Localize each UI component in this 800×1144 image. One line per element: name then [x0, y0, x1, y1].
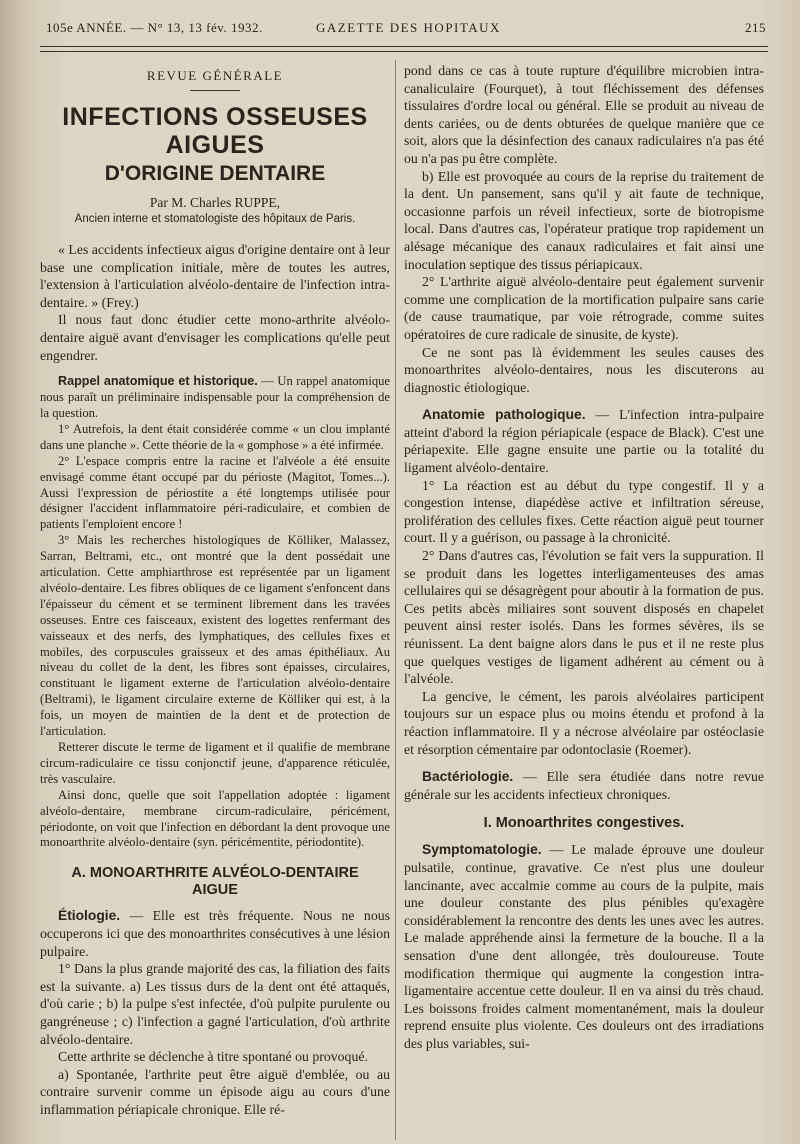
intro-paragraph: Il nous faut donc étudier cette mono-arthrite alvéolo-dentaire aiguë avant d'envisager les complications qu'elle peut engendrer. — [40, 312, 390, 363]
rappel-heading: Rappel anatomique et historique. — [58, 374, 258, 389]
bacteriology-heading: Bactériologie. — [422, 769, 514, 785]
article-title: INFECTIONS OSSEUSES AIGUES — [62, 103, 368, 159]
body-paragraph: Ce ne sont pas là évidemment les seules causes des monoarthrites alvéolo-dentaires, nous les discuterons au diagnostic étiologique. — [404, 344, 764, 395]
subsection-heading: I. Monoarthrites congestives. — [483, 815, 685, 832]
header-rule-thin — [40, 51, 768, 52]
body-paragraph: 1° Autrefois, la dent était considérée comme « un clou implanté dans une planche ». Cette théorie de la « gomphose » a été infirmée. — [40, 421, 390, 452]
body-paragraph: pond dans ce cas à toute rupture d'équilibre microbien intra-canaliculaire (Fourquet), à tout fléchissement des défenses tissulaires d'ordre local ou général. Elle se produit au niveau de dents cariées, ou de dents obturées de quelque manière que ce soit, alors que la désinfection des canaux radiculaires n'a pas été ou n'a pas pu être complète. — [404, 63, 764, 166]
body-paragraph: a) Spontanée, l'arthrite peut être aiguë d'emblée, ou au contraire survenir comme un épisode aigu au cours d'une inflammation périapicale chronique. Elle ré- — [40, 1066, 390, 1117]
author-affiliation: Ancien interne et stomatologiste des hôpitaux de Paris. — [74, 213, 356, 225]
page-number: 215 — [745, 20, 766, 35]
journal-title: GAZETTE DES HOPITAUX — [316, 20, 501, 35]
symptomatology-paragraph: Symptomatologie. — Le malade éprouve une douleur pulsatile, continue, gravative. Ce n'est plus une douleur lancinante, avec accalmie comme au cours de la pulpite, mais une douleur constante des plus pénibles qu'exagère considérablement la rencontre des dents les unes avec les autres. Le malade appréhende ainsi la fermeture de la bouche. Il a la sensation d'une dent allongée, très douloureuse. Toute modification thermique qui augmente la congestion intra-ligamentaire accentue cette douleur. Il en va ainsi du très chaud. Les boissons froides calment momentanément, mais la douleur reprend ensuite plus violente. Ces douleurs ont des irradiations des plus variables, sui- — [404, 842, 764, 1051]
subsection-heading: A. MONOARTHRITE ALVÉOLO-DENTAIRE AIGUE — [71, 865, 359, 899]
left-column — [40, 62, 390, 1118]
issue-info: 105e ANNÉE. — N° 13, 13 fév. 1932. — [46, 20, 263, 35]
right-column — [404, 62, 764, 1052]
etiology-heading: Étiologie. — [58, 908, 121, 924]
bacteriology-paragraph: Bactériologie. — Elle sera étudiée dans notre revue générale sur les accidents infectieux chroniques. — [404, 769, 764, 802]
body-paragraph: La gencive, le cément, les parois alvéolaires participent toujours sur un espace plus ou moins étendu et profond à la réaction inflammatoire. Il y a nécrose alvéolaire par ostéoclasie et résorption cémentaire par odontoclasie (Roemer). — [404, 688, 764, 757]
body-paragraph: 2° Dans d'autres cas, l'évolution se fait vers la suppuration. Il se produit dans les logettes interligamenteuses des amas cellulaires qui se désagrègent pour aboutir à la formation de pus. Ces petits abcès miliaires sont souvent disposés en chapelet peuvent ainsi rester isolés. Dans les formes sévères, ils se réunissent. La dent baigne alors dans le pus et il ne reste plus que quelques vestiges de ligament adhérent au cément ou à l'alvéole. — [404, 548, 764, 687]
body-paragraph: 2° L'espace compris entre la racine et l'alvéole a été ensuite envisagé comme étant occupé par du périoste (Magitot, Tomes...). Aussi l'expression de périostite a été longtemps utilisée pour désigner l'accident inflammatoire péri-radiculaire, et combien de patients l'emploient encore ! — [40, 453, 390, 532]
header-rule — [40, 46, 768, 47]
author: Par M. Charles RUPPE, — [149, 195, 281, 210]
section-label: REVUE GÉNÉRALE — [146, 68, 284, 83]
body-paragraph: Ainsi donc, quelle que soit l'appellation adoptée : ligament alvéolo-dentaire, membrane circum-radiculaire, péricément, périodonte, on voit que l'infection en débordant la dent provoque une monoarthrite alvéolo-dentaire (syn. péricémentite, périodontite). — [40, 787, 390, 850]
body-paragraph: Cette arthrite se déclenche à titre spontané ou provoqué. — [58, 1049, 368, 1065]
body-paragraph: 1° La réaction est au début du type congestif. Il y a congestion intense, diapédèse active et infiltration séreuse, prolifération des cellules fixes. Cette réaction aiguë peut tourner court. Il y a guérison, ou passage à la chronicité. — [404, 477, 764, 546]
body-paragraph: Retterer discute le terme de ligament et il qualifie de membrane circum-radiculaire ce tissu conjonctif jeune, d'apparence réticulée, très vasculaire. — [40, 740, 390, 786]
rappel-paragraph: Rappel anatomique et historique. — Un rappel anatomique nous paraît un préliminaire indispensable pour la compréhension de la question. — [40, 374, 391, 420]
intro-quote: « Les accidents infectieux aigus d'origine dentaire ont à leur base une complication initiale, mère de toutes les autres, l'extension à l'articulation alvéolo-dentaire de l'infection intra-dentaire. » (Frey.) — [40, 242, 390, 310]
body-paragraph: 3° Mais les recherches histologiques de Kölliker, Malassez, Sarran, Beltrami, etc., ont montré que la dent possédait une articulation. Cette amphiarthrose est représentée par un ligament alvéolo-dentaire. Les fibres obliques de ce ligament s'enfoncent dans l'épaisseur du cément et se terminent librement dans les travées osseuses. Entre ces faisceaux, existent des logettes renfermant des vaisseaux et des nerfs, des lymphatiques, des cellules fixes et mobiles, des corpuscules graisseux et des amas épithéliaux. Au niveau du collet de la dent, les fibres sont épaisses, circulaires, constituant le ligament externe de l'articulation alvéolo-dentaire (Beltrami), le ligament circulaire externe de Kölliker qui est, à la fois, un moyen de maintien de la dent et de protection de l'articulation. — [40, 533, 390, 739]
pathology-paragraph: Anatomie pathologique. — L'infection intra-pulpaire atteint d'abord la région périapicale (espace de Black). C'est une périapexite. Elle gagne ensuite une partie ou la totalité du ligament alvéolo-dentaire. — [404, 407, 764, 476]
symptomatology-heading: Symptomatologie. — [422, 842, 542, 858]
body-paragraph: b) Elle est provoquée au cours de la reprise du traitement de la dent. Un pansement, sans qu'il y ait faute de technique, occasionne parfois un réveil infectieux, sorte de biotropisme local. Dans d'autres cas, l'opérateur pratique trop rapidement un alésage mécanique des canaux radiculaires et fait ainsi une inoculation septique des tissus périapicaux. — [404, 168, 764, 272]
page-header — [46, 18, 766, 40]
body-paragraph: 2° L'arthrite aiguë alvéolo-dentaire peut également survenir comme une complication de la mortification pulpaire sans carie (de cause traumatique, par voie rétrograde, comme suites opératoires de cure radicale de sinusite, de kyste). — [404, 274, 764, 342]
column-divider — [395, 60, 396, 1140]
pathology-heading: Anatomie pathologique. — [422, 407, 586, 423]
section-rule — [190, 90, 240, 91]
etiology-paragraph: Étiologie. — Elle est très fréquente. Nous ne nous occuperons ici que des monoarthrites consécutives à une lésion pulpaire. — [40, 908, 390, 959]
body-paragraph: 1° Dans la plus grande majorité des cas, la filiation des faits est la suivante. a) Les tissus durs de la dent ont été attaqués, d'où carie ; b) la pulpe s'est infectée, d'où pulpite purulente ou gangréneuse ; c) l'infection a gagné l'articulation, d'où arthrite alvéolo-dentaire. — [40, 961, 390, 1047]
article-subtitle: D'ORIGINE DENTAIRE — [104, 162, 326, 185]
